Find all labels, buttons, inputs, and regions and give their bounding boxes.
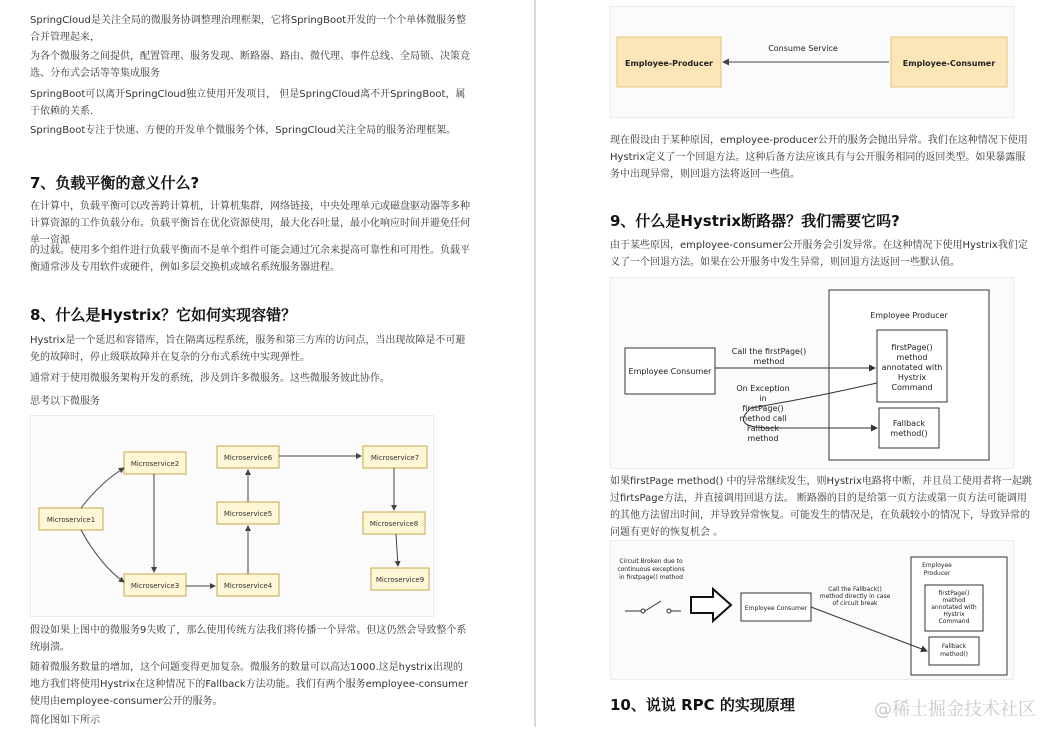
svg-text:firstPage(): firstPage() <box>891 343 933 352</box>
svg-text:Employee: Employee <box>922 562 952 569</box>
svg-text:Command: Command <box>891 383 933 392</box>
consume-service-diagram <box>610 6 1014 118</box>
microservice6-label: Microservice6 <box>223 454 273 462</box>
svg-text:Hystrix: Hystrix <box>897 373 927 382</box>
fallback-method-box <box>879 408 939 448</box>
heading-7: 7、负载平衡的意义什么? <box>30 174 200 192</box>
right-page <box>540 0 1046 727</box>
svg-text:method(): method() <box>890 429 928 438</box>
hystrix-fallback-diagram <box>610 277 1014 469</box>
svg-text:method: method <box>942 597 966 604</box>
paragraph: Hystrix是一个延迟和容错库，旨在隔离远程系统，服务和第三方库的访问点，当出现故障是不可避免的故障时，停止级联故障并在复杂的分布式系统中实现弹性。 <box>30 335 466 363</box>
consume-service-label: Consume Service <box>768 44 838 53</box>
svg-text:Fallback: Fallback <box>941 643 967 650</box>
paragraph: 思考以下微服务 <box>30 396 100 407</box>
svg-text:continuous exceptions: continuous exceptions <box>617 566 685 573</box>
svg-text:Call the Fallback(): Call the Fallback() <box>828 586 882 593</box>
svg-text:annotated with: annotated with <box>931 604 977 611</box>
paragraph: SpringCloud是关注全局的微服务协调整理治理框架，它将SpringBoot开发的一个个单体微服务整合并管理起来， <box>30 15 467 43</box>
svg-text:method directly in case: method directly in case <box>819 593 891 600</box>
microservice3-label: Microservice3 <box>130 582 180 590</box>
microservices-diagram <box>30 415 434 617</box>
svg-text:Employee Consumer: Employee Consumer <box>628 367 712 376</box>
paragraph: SpringBoot专注于快速、方便的开发单个微服务个体，SpringCloud关注全局的服务治理框架。 <box>30 125 457 136</box>
paragraph: SpringBoot可以离开SpringCloud独立使用开发项目， 但是SpringCloud离不开SpringBoot，属于依赖的关系. <box>30 89 466 117</box>
svg-text:firstPage(): firstPage() <box>742 404 784 413</box>
svg-text:Employee Producer: Employee Producer <box>870 311 948 320</box>
svg-text:Call the firstPage(): Call the firstPage() <box>731 347 807 356</box>
svg-text:Command: Command <box>938 618 970 625</box>
employee-producer-label: Employee-Producer <box>625 59 713 68</box>
microservice1-label: Microservice1 <box>46 516 96 524</box>
microservice5-label: Microservice5 <box>223 510 273 518</box>
paragraph: 假设如果上图中的微服务9失败了，那么使用传统方法我们将传播一个异常。但这仍然会导致整个系统崩溃。 <box>30 625 467 653</box>
heading-10: 10、说说 RPC 的实现原理 <box>610 696 795 714</box>
microservice2-label: Microservice2 <box>130 460 180 468</box>
microservice9-label: Microservice9 <box>375 576 425 584</box>
svg-text:annotated with: annotated with <box>881 363 943 372</box>
paragraph: 简化图如下所示 <box>30 715 100 726</box>
svg-text:Circuit Broken due to: Circuit Broken due to <box>619 558 683 565</box>
svg-text:method: method <box>753 357 785 366</box>
microservice8-label: Microservice8 <box>369 520 419 528</box>
svg-text:firstPage(): firstPage() <box>938 590 970 597</box>
svg-text:method call: method call <box>739 414 787 423</box>
svg-text:method: method <box>747 434 779 443</box>
svg-text:Producer: Producer <box>923 570 951 577</box>
paragraph: 通常对于使用微服务架构开发的系统，涉及到许多微服务。这些微服务彼此协作。 <box>30 373 390 384</box>
heading-8: 8、什么是Hystrix？它如何实现容错？ <box>30 306 297 324</box>
svg-text:On Exception: On Exception <box>736 384 790 393</box>
paragraph: 由于某些原因，employee-consumer公开服务会引发异常。在这种情况下使用Hystrix我们定义了一个回退方法。如果在公开服务中发生异常，则回退方法返回一些默认值。 <box>610 240 1028 268</box>
svg-text:method(): method() <box>940 651 968 658</box>
svg-text:Hystrix: Hystrix <box>943 611 965 618</box>
paragraph: 在计算中，负载平衡可以改善跨计算机，计算机集群，网络链接，中央处理单元或磁盘驱动器等多种计算资源的工作负载分布。负载平衡旨在优化资源使用，最大化吞吐量，最小化响应时间并避免任何单一资源 <box>30 201 470 246</box>
svg-text:Fallback: Fallback <box>892 419 926 428</box>
microservice7-label: Microservice7 <box>370 454 420 462</box>
svg-text:in firstpage() method: in firstpage() method <box>619 574 683 581</box>
svg-text:of circuit break: of circuit break <box>832 600 878 607</box>
paragraph: 如果firstPage method() 中的异常继续发生，则Hystrix电路将中断，并且员工使用者将一起跳过firtsPage方法，并直接调用回退方法。 断路器的目的是给第一页方法或第一页方法可能调用的其他方法留出时间，并导致异常恢复。可能发生的情况是，在负载较小的情况下，导致异常的问题有更好的恢复机会 。 <box>610 476 1032 538</box>
heading-9: 9、什么是Hystrix断路器？我们需要它吗? <box>610 212 900 230</box>
svg-text:in: in <box>759 394 767 403</box>
employee-consumer-label: Employee-Consumer <box>902 59 996 68</box>
page-divider <box>534 0 536 727</box>
paragraph: 随着微服务数量的增加，这个问题变得更加复杂。微服务的数量可以高达1000.这是hystrix出现的地方我们将使用Hystrix在这种情况下的Fallback方法功能。我们有两个服务employee-consumer使用由employee-consumer公开的服务。 <box>30 662 469 707</box>
circuit-breaker-diagram <box>610 540 1014 680</box>
paragraph: 的过载。使用多个组件进行负载平衡而不是单个组件可能会通过冗余来提高可靠性和可用性。负载平衡通常涉及专用软件或硬件，例如多层交换机或域名系统服务器进程。 <box>30 245 470 273</box>
microservice4-label: Microservice4 <box>223 582 273 590</box>
svg-text:method: method <box>896 353 928 362</box>
paragraph: 为各个微服务之间提供，配置管理、服务发现、断路器、路由、微代理、事件总线、全局锁、决策竞选、分布式会话等等集成服务 <box>30 51 470 79</box>
svg-text:Fallback: Fallback <box>746 424 780 433</box>
watermark: @稀土掘金技术社区 <box>874 699 1036 720</box>
paragraph: 现在假设由于某种原因，employee-producer公开的服务会抛出异常。我们在这种情况下使用Hystrix定义了一个回退方法。这种后备方法应该具有与公开服务相同的返回类型。如果暴露服务中出现异常，则回退方法将返回一些值。 <box>610 135 1028 180</box>
svg-text:Employee Consumer: Employee Consumer <box>744 605 808 612</box>
